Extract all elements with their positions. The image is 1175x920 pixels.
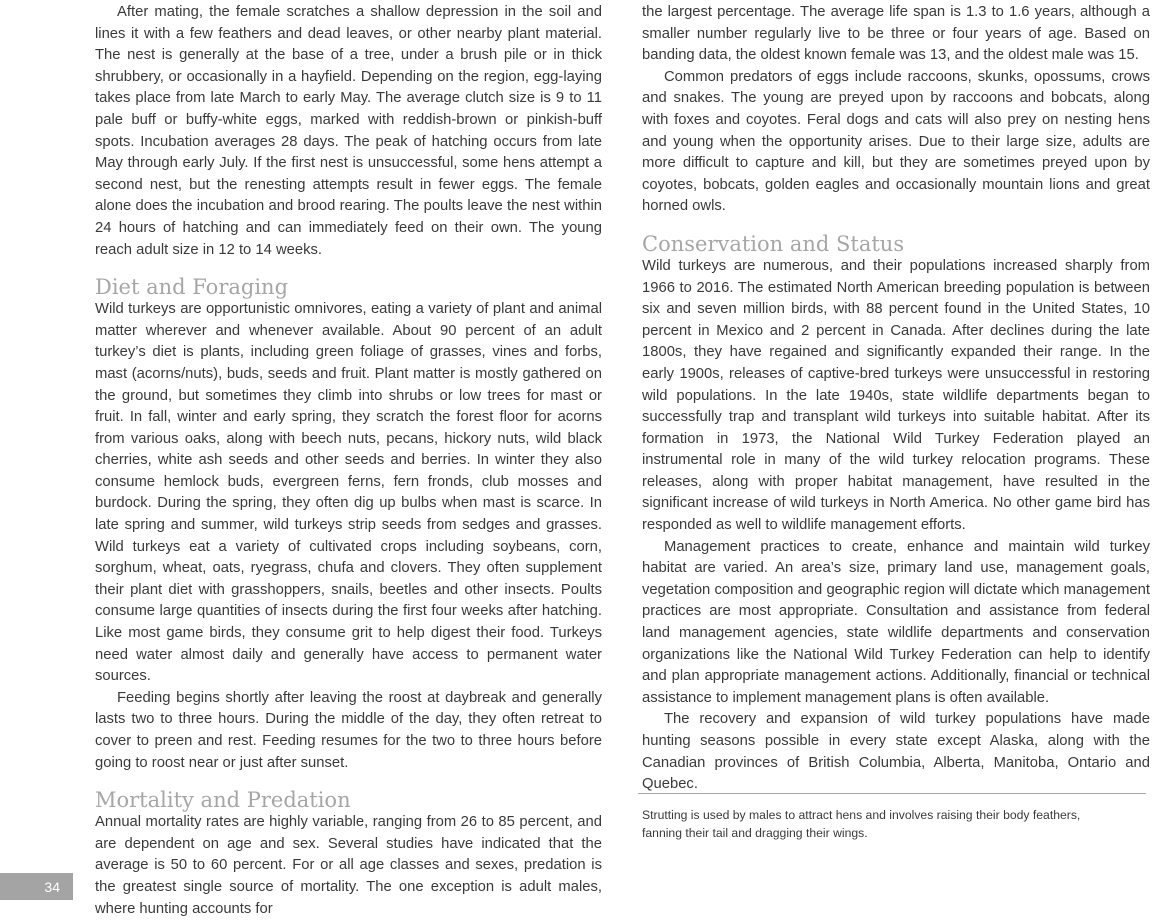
conservation-heading: Conservation and Status	[642, 231, 905, 256]
diet-heading: Diet and Foraging	[95, 275, 289, 300]
conservation-paragraph-2: Management practices to create, enhance and maintain wild turkey habitat are varied. An area’s size, primary land use, management goals, vegetation composition and geographic region will dictate which management practices are most appropriate. Consultation and assistance from federal land management agencies, state wildlife departments and conservation organizations like the National Wild Turkey Federation can help to identify and plan appropriate management actions. Additionally, financial or technical assistance to implement management plans is often available.	[642, 538, 1150, 706]
nesting-paragraph: After mating, the female scratches a shallow depression in the soil and lines it with a few feathers and dead leaves, or other nearby plant material. The nest is generally at the base of a tree, under a brush pile or in thick shrubbery, or occasionally in a hayfield. Depending on the region, egg-laying takes place from late March to early May. The average clutch size is 9 to 11 pale buff or buffy-white eggs, marked with reddish-brown or pinkish-buff spots. Incubation averages 28 days. The peak of hatching occurs from late May through early July. If the first nest is unsuccessful, some hens attempt a second nest, but the renesting attempts result in fewer eggs. The female alone does the incubation and brood rearing. The poults leave the nest within 24 hours of hatching and can immediately feed on their own. The young reach adult size in 12 to 14 weeks.	[95, 4, 602, 258]
mortality-paragraph: Annual mortality rates are highly variable, ranging from 26 to 85 percent, and are dependent on age and sex. Several studies have indicated that the average is 50 to 60 percent. For or all age classes and sexes, predation is the greatest single source of mortality. The one exception is adult males, where hunting accounts for	[95, 814, 602, 917]
mortality-continued-paragraph: the largest percentage. The average life span is 1.3 to 1.6 years, although a smaller number regularly live to be three or four years of age. Based on banding data, the oldest known female was 13, and the oldest male was 15.	[642, 4, 1150, 64]
left-column	[95, 2, 602, 920]
diet-paragraph-1: Wild turkeys are opportunistic omnivores, eating a variety of plant and animal matter wherever and whenever available. About 90 percent of an adult turkey’s diet is plants, including green foliage of grasses, vines and forbs, mast (acorns/nuts), buds, seeds and fruit. Plant matter is mostly gathered on the ground, but sometimes they climb into shrubs or low trees for mast or fruit. In fall, winter and early spring, they scratch the forest floor for acorns from various oaks, along with beech nuts, pecans, hickory nuts, wild black cherries, white ash seeds and other seeds and berries. In winter they also consume hemlock buds, evergreen ferns, fern fronds, club mosses and burdock. During the spring, they often dig up bulbs when mast is scarce. In late spring and summer, wild turkeys strip seeds from sedges and grasses. Wild turkeys eat a variety of cultivated crops including soybeans, corn, sorghum, wheat, oats, ryegrass, chufa and clovers. They often supplement their plant diet with grasshoppers, snails, beetles and other insects. Poults consume large quantities of insects during the first four weeks after hatching. Like most game birds, they consume grit to help digest their food. Turkeys need water almost daily and generally have access to permanent water sources.	[95, 301, 602, 685]
conservation-paragraph-3: The recovery and expansion of wild turkey populations have made hunting seasons possible in every state except Alaska, along with the Canadian provinces of British Columbia, Alberta, Manitoba, Ontario and Quebec.	[642, 711, 1150, 793]
photo-caption: Strutting is used by males to attract hens and involves raising their body feathers, fanning their tail and dragging their wings.	[642, 808, 1081, 840]
caption-divider	[638, 793, 1146, 794]
right-column	[642, 2, 1150, 796]
diet-paragraph-2: Feeding begins shortly after leaving the roost at daybreak and generally lasts two to three hours. During the middle of the day, they often retreat to cover to preen and rest. Feeding resumes for the two to three hours before going to roost near or just after sunset.	[95, 689, 602, 771]
conservation-paragraph-1: Wild turkeys are numerous, and their populations increased sharply from 1966 to 2016. The estimated North American breeding population is between six and seven million birds, with 88 percent found in the United States, 10 percent in Mexico and 2 percent in Canada. After declines during the late 1800s, they have regained and significantly expanded their range. In the early 1900s, releases of captive-bred turkeys were unsuccessful in restoring wild populations. In the late 1940s, state wildlife departments began to successfully trap and transplant wild turkeys into suitable habitat. After its formation in 1973, the National Wild Turkey Federation played an instrumental role in many of the wild turkey relocation programs. These releases, along with proper habitat management, have resulted in the significant increase of wild turkeys in North America. No other game bird has responded as well to wildlife management efforts.	[642, 257, 1150, 534]
predators-paragraph: Common predators of eggs include raccoons, skunks, opossums, crows and snakes. The young are preyed upon by raccoons and bobcats, along with foxes and coyotes. Feral dogs and cats will also prey on nesting hens and young when the opportunity arises. Due to their large size, adults are more difficult to capture and kill, but they are sometimes preyed upon by coyotes, bobcats, golden eagles and occasionally mountain lions and great horned owls.	[642, 68, 1150, 215]
mortality-heading: Mortality and Predation	[95, 788, 351, 813]
page-number: 34	[0, 873, 73, 900]
